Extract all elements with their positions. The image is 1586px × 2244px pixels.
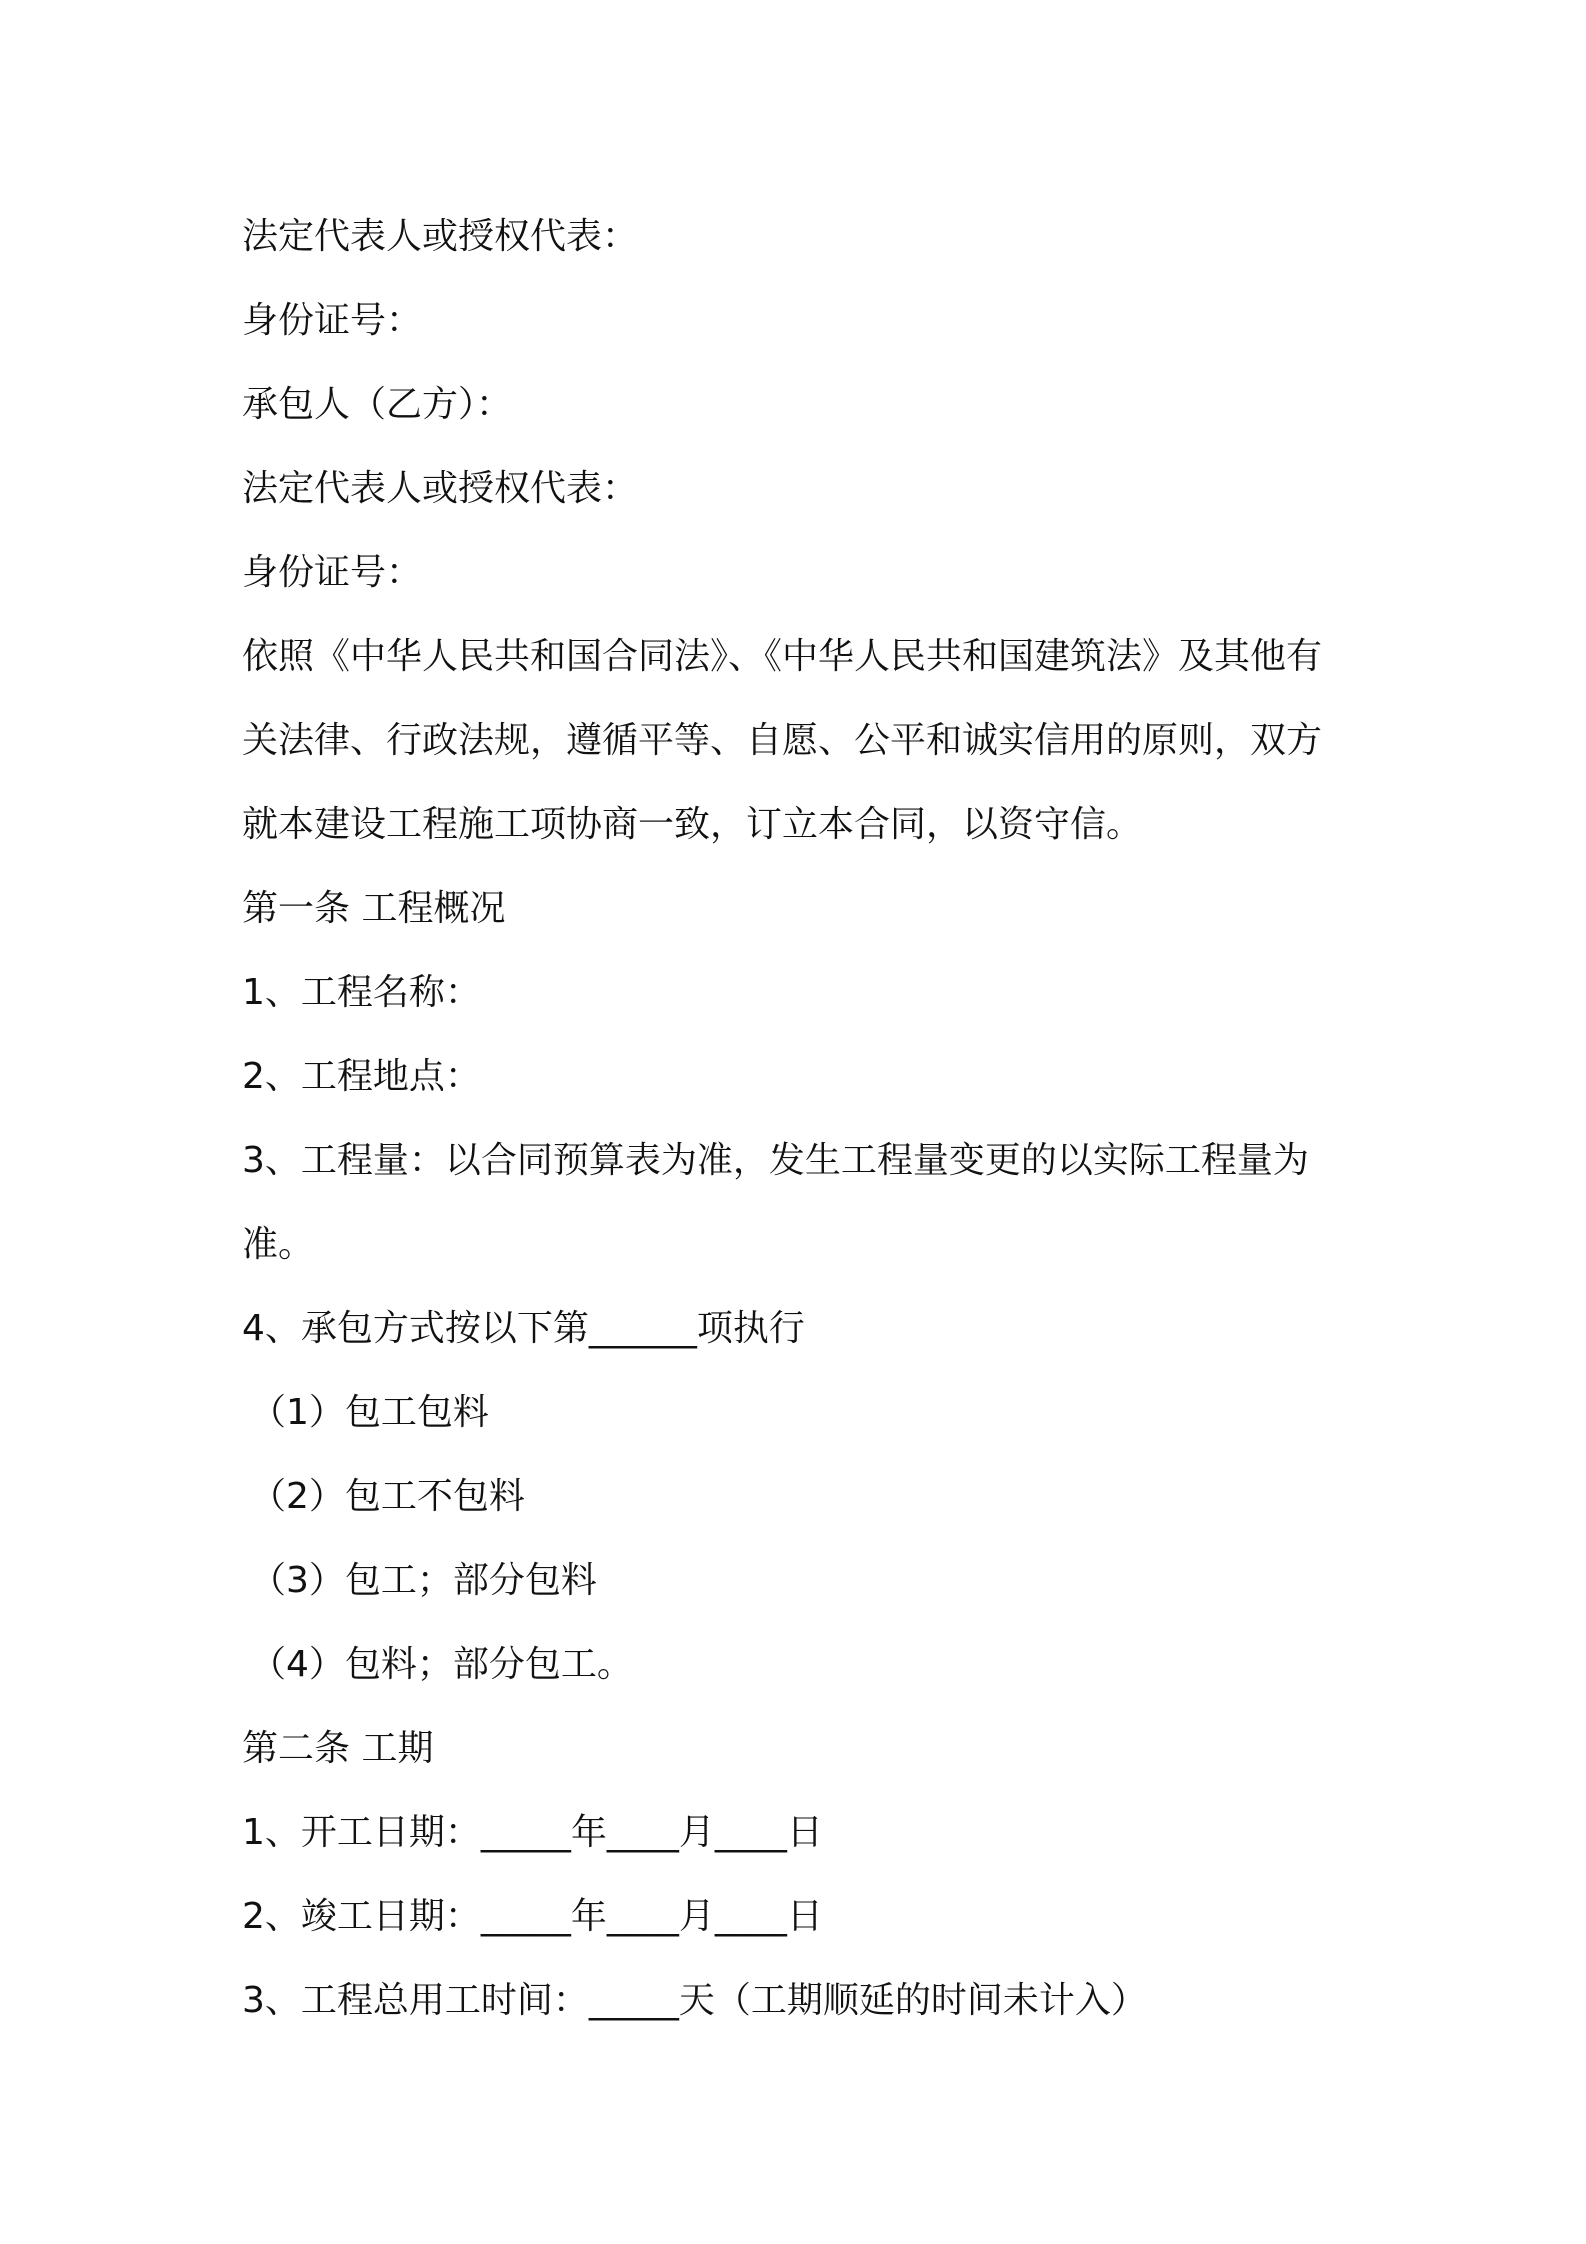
option-2-line: （2）包工不包料 — [250, 1476, 525, 1517]
project-quantity-line-cont: 准。 — [242, 1224, 315, 1265]
project-location-line: 2、工程地点： — [242, 1056, 481, 1097]
employer-id-number-line: 身份证号： — [242, 300, 423, 341]
contractor-id-number-line: 身份证号： — [242, 552, 423, 593]
preamble-line-2: 关法律、行政法规，遵循平等、自愿、公平和诚实信用的原则，双方 — [242, 720, 1323, 761]
article-1-heading: 第一条 工程概况 — [242, 888, 506, 929]
article-2-heading: 第二条 工期 — [242, 1728, 434, 1769]
contractor-party-line: 承包人（乙方）： — [242, 384, 513, 425]
total-duration-line: 3、工程总用工时间：_____天（工期顺延的时间未计入） — [242, 1980, 1147, 2021]
document-body — [242, 195, 1362, 2043]
contract-method-line: 4、承包方式按以下第______项执行 — [242, 1308, 805, 1349]
preamble-line-3: 就本建设工程施工项协商一致，订立本合同，以资守信。 — [242, 804, 1143, 845]
option-1-line: （1）包工包料 — [250, 1392, 489, 1433]
contractor-legal-rep-line: 法定代表人或授权代表： — [242, 468, 639, 509]
employer-legal-rep-line: 法定代表人或授权代表： — [242, 216, 639, 257]
option-4-line: （4）包料；部分包工。 — [250, 1644, 633, 1685]
project-quantity-line: 3、工程量：以合同预算表为准，发生工程量变更的以实际工程量为 — [242, 1140, 1309, 1181]
preamble-line-1: 依照《中华人民共和国合同法》、《中华人民共和国建筑法》及其他有 — [242, 636, 1323, 677]
completion-date-line: 2、竣工日期：_____年____月____日 — [242, 1896, 823, 1937]
start-date-line: 1、开工日期：_____年____月____日 — [242, 1812, 823, 1853]
option-3-line: （3）包工；部分包料 — [250, 1560, 597, 1601]
project-name-line: 1、工程名称： — [242, 972, 481, 1013]
